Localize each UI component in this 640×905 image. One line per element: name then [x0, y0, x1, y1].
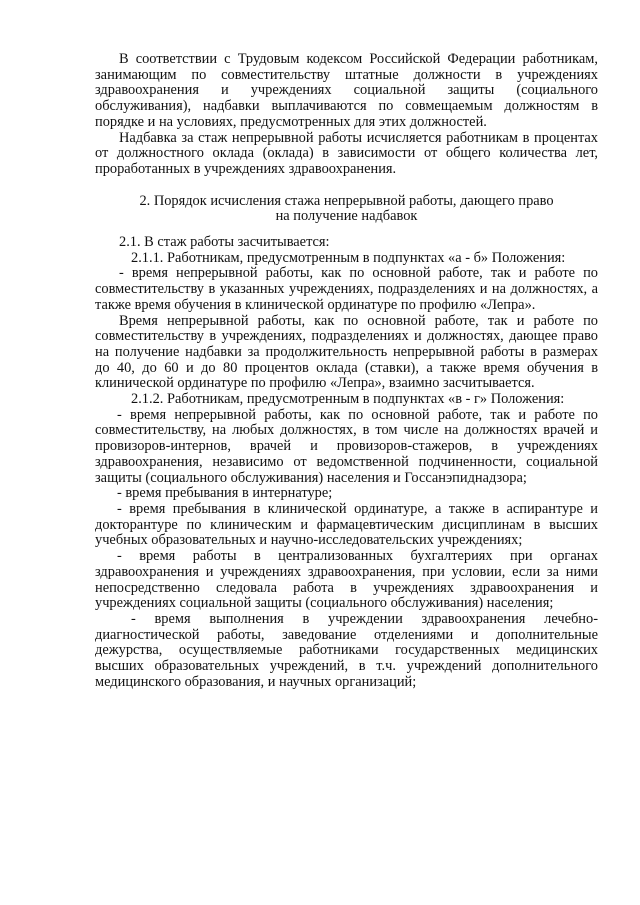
- clause-2-1-2: 2.1.2. Работникам, предусмотренным в подпунктах «в - г» Положения:: [131, 391, 565, 408]
- list-item-internship: - время пребывания в интернатуре;: [117, 485, 333, 502]
- list-item-clinical-work: - время выполнения в учреждении здравоохранения лечебно-диагностической работы, заведование отделениями и дополнительные дежурства, осуществляемые работниками государственных медицинских высших образовательных учреждений, в т.ч. учреждений дополнительного медицинского образования, и научных организаций;: [95, 610, 598, 690]
- paragraph-mutual-credit: Время непрерывной работы, как по основной работе, так и работе по совместительству в учреждениях, подразделениях и должностях, дающее право на получение надбавки за продолжительность непрерывной работы в размерах до 40, до 60 и до 80 процентов оклада (ставки), а также время обучения в клинической ординатуре по профилю «Лепра», взаимно засчитывается.: [95, 312, 598, 392]
- section-heading-line-1: 2. Порядок исчисления стажа непрерывной работы, дающего право: [139, 192, 554, 209]
- list-item-residency: - время пребывания в клинической ординатуре, а также в аспирантуре и докторантуре по клиническим и фармацевтическим дисциплинам в высших учебных образовательных и научно-исследовательских учреждениях;: [95, 500, 598, 549]
- list-item-accounting: - время работы в централизованных бухгалтериях при органах здравоохранения и учреждениях здравоохранения, при условии, если за ними непосредственно следовала работа в учреждениях здравоохранения и учреждениях социальной защиты (социального обслуживания) населения;: [95, 548, 598, 612]
- clause-2-1: 2.1. В стаж работы засчитывается:: [119, 234, 330, 251]
- list-item-continuous-work: - время непрерывной работы, как по основной работе, так и работе по совместительству, на любых должностях, в том числе на должностях врачей и провизоров-интернов, врачей и провизоров-стажеров, в учреждениях здравоохранения, независимо от ведомственной подчиненности, социальной защиты (социального обслуживания) населения и Госсанэпиднадзора;: [95, 406, 598, 486]
- section-heading-line-2: на получение надбавок: [275, 208, 418, 225]
- paragraph-bonus-calculation: Надбавка за стаж непрерывной работы исчисляется работникам в процентах от должностного оклада (оклада) в зависимости от общего количества лет, проработанных в учреждениях здравоохранения.: [95, 129, 598, 177]
- paragraph-labor-code: В соответствии с Трудовым кодексом Российской Федерации работникам, занимающим по совместительству штатные должности в учреждениях здравоохранения и учреждениях социальной защиты (социального обслуживания), надбавки выплачиваются по совмещаемым должностям в порядке и на условиях, предусмотренных для этих должностей.: [95, 51, 598, 130]
- list-item-lepra-work: - время непрерывной работы, как по основной работе, так и работе по совместительству в указанных учреждениях, подразделениях и на должностях, а также время обучения в клинической ординатуре по профилю «Лепра».: [95, 265, 598, 313]
- document-page: [95, 52, 598, 690]
- clause-2-1-1: 2.1.1. Работникам, предусмотренным в подпунктах «а - б» Положения:: [131, 249, 566, 266]
